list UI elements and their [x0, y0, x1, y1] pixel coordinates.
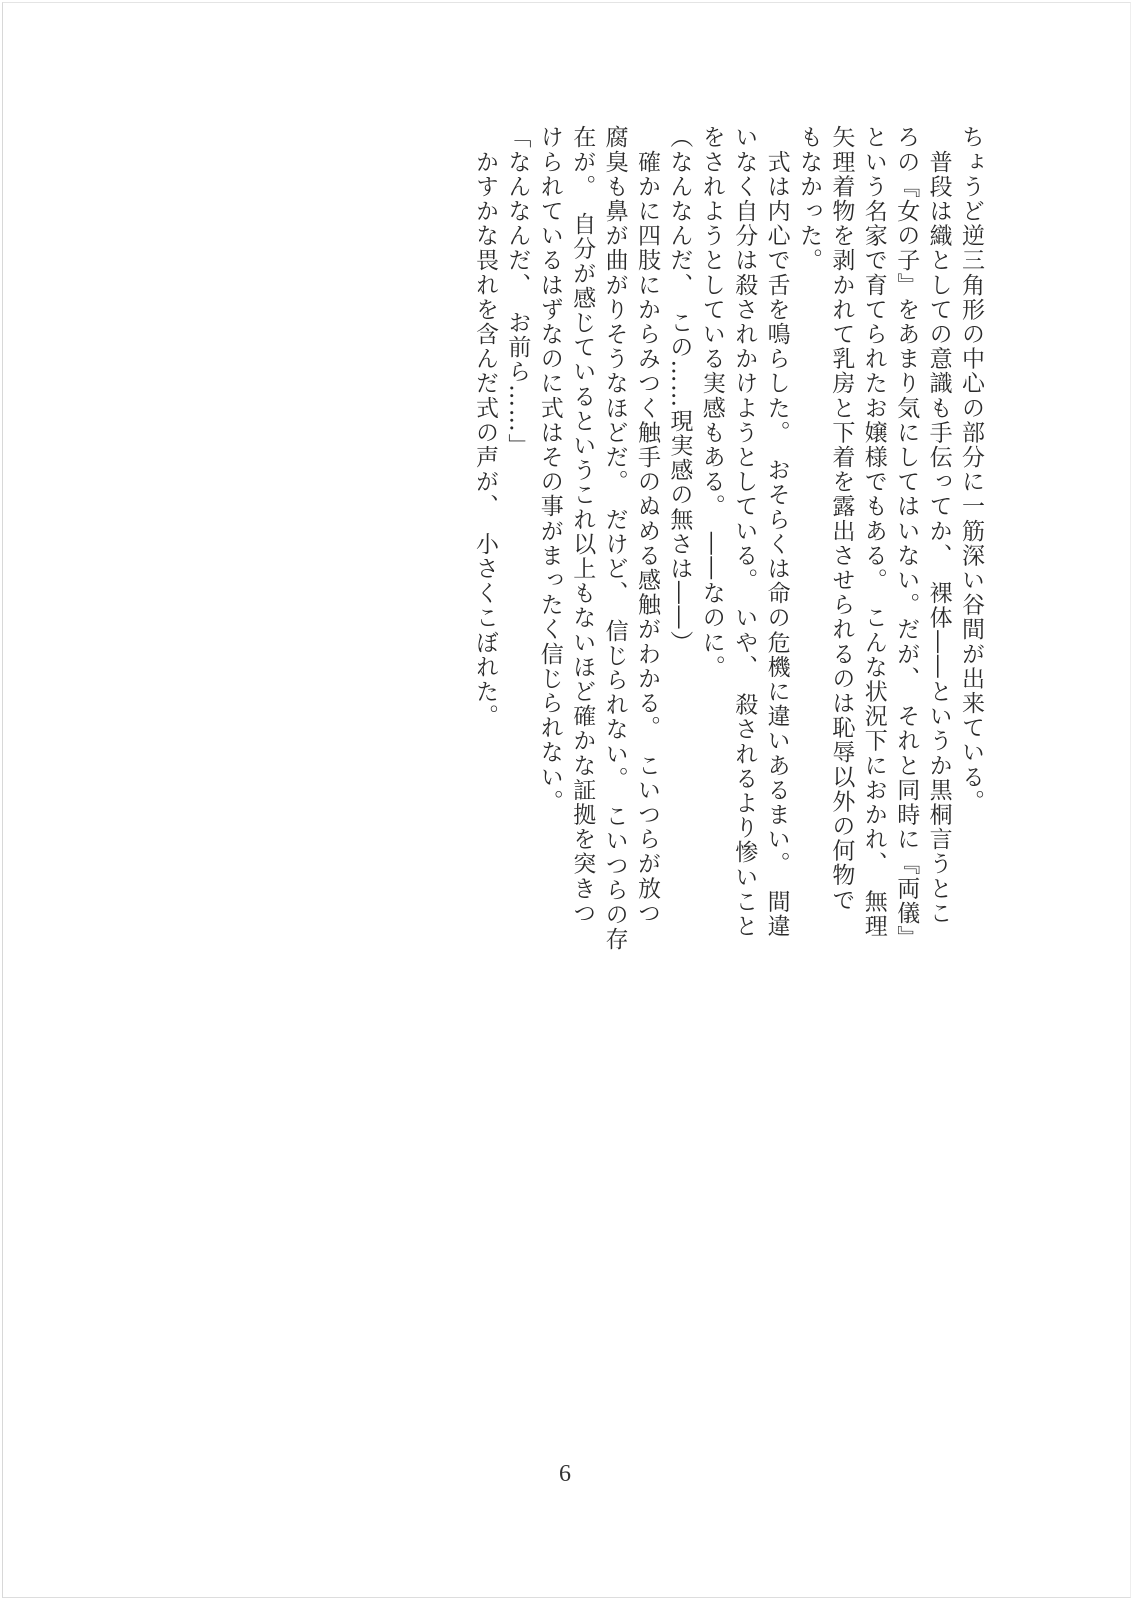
page-number: 6: [559, 1461, 571, 1487]
text-column: 矢理着物を剥かれて乳房と下着を露出させられるのは恥辱以外の何物で: [828, 125, 855, 913]
text-column: ろの『女の子』をあまり気にしてはいない。だが、 それと同時に『両儀』: [893, 125, 920, 950]
text-column: という名家で育てられたお嬢様でもある。 こんな状況下におかれ、 無理: [860, 125, 887, 939]
text-column: 在が。 自分が感じているというこれ以上もないほど確かな証拠を突きつ: [569, 125, 596, 926]
text-column: （なんなんだ、 この……現実感の無さは――）: [666, 125, 693, 655]
text-column: 確かに四肢にからみつく触手のぬめる感触がわかる。 こいつらが放つ: [634, 125, 660, 926]
text-column: けられているはずなのに式はその事がまったく信じられない。: [536, 125, 563, 814]
text-column: かすかな畏れを含んだ式の声が、 小さくこぼれた。: [472, 125, 498, 729]
text-column: 普段は織としての意識も手伝ってか、 裸体――というか黒桐言うとこ: [925, 125, 952, 926]
text-column: ちょうど逆三角形の中心の部分に一筋深い谷間が出来ている。: [958, 125, 984, 814]
text-column: をされようとしている実感もある。 ――なのに。: [698, 125, 725, 680]
text-column: 式は内心で舌を鳴らした。 おそらくは命の危機に違いあるまい。 間違: [763, 125, 790, 939]
text-column: いなく自分は殺されかけようとしている。 いや、 殺されるより惨いこと: [731, 125, 758, 939]
text-column: 「なんなんだ、 お前ら……」: [504, 125, 531, 458]
text-column: もなかった。: [796, 125, 822, 273]
text-column: 腐臭も鼻が曲がりそうなほどだ。 だけど、 信じられない。 こいつらの存: [601, 125, 628, 952]
document-page: [2, 2, 1131, 1598]
